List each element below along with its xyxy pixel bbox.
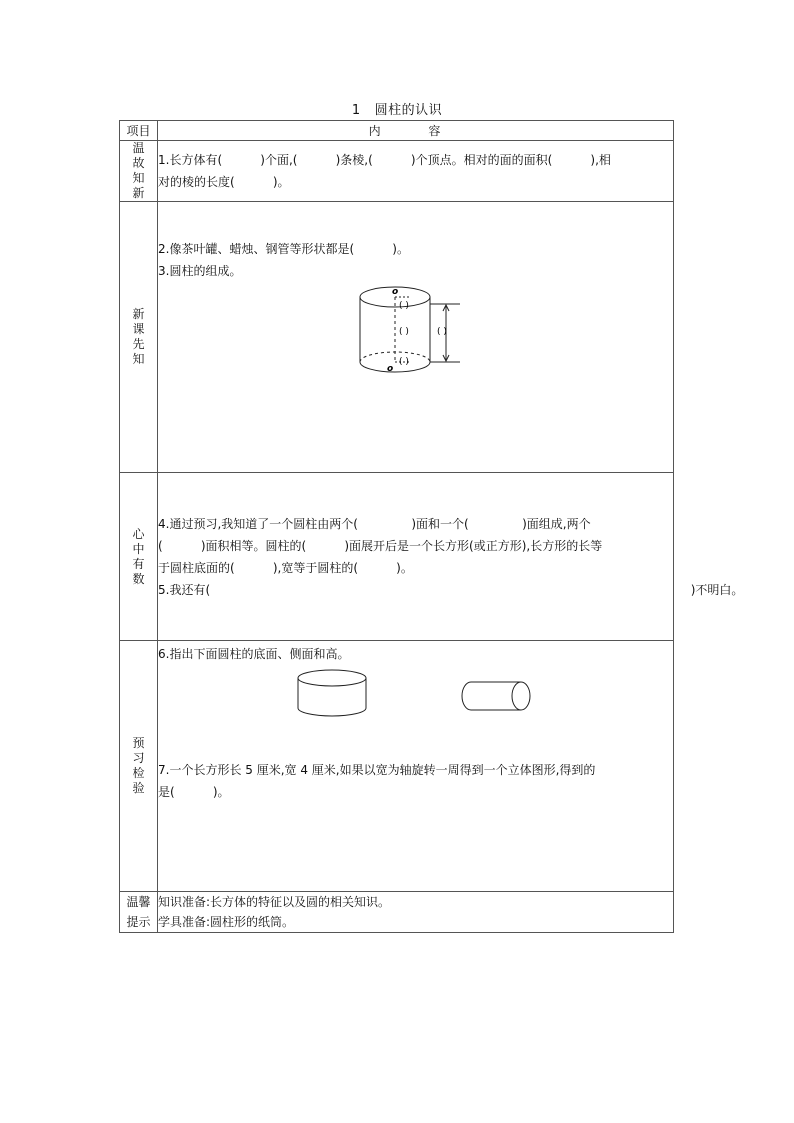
title-number: 1 (351, 103, 361, 118)
blank-middle: ( ) (399, 327, 409, 337)
content-review (158, 141, 674, 202)
label-char: 知 (132, 352, 145, 366)
question-1-line2: 对的棱的长度( )。 (158, 175, 290, 189)
blank-bottom: ( ) (399, 357, 409, 367)
worksheet-table (119, 120, 744, 933)
tip-tools: 学具准备:圆柱形的纸筒。 (158, 915, 295, 929)
row-check (120, 641, 674, 892)
cylinder-figures (158, 665, 698, 721)
label-char: 中 (132, 541, 145, 556)
row-tips (120, 892, 674, 933)
label-char: 有 (132, 556, 145, 571)
o-top-label: o (392, 287, 399, 297)
label-char: 故 (132, 156, 145, 170)
content-newlesson (158, 202, 674, 473)
label-newlesson (120, 202, 158, 473)
row-review (120, 141, 674, 202)
content-mind (158, 473, 744, 641)
label-tips (120, 892, 158, 933)
label-char: 验 (132, 781, 145, 795)
label-review (120, 141, 158, 202)
lying-cylinder-right-end (512, 682, 530, 710)
cylinder-parts-diagram (158, 282, 698, 378)
blank-height: ( ) (437, 327, 447, 337)
label-char: 先 (132, 337, 145, 351)
question-4-line1: 4.通过预习,我知道了一个圆柱由两个( )面和一个( )面组成,两个 (158, 516, 591, 531)
content-check (158, 641, 674, 892)
page-title (0, 99, 794, 118)
label-char: 数 (132, 571, 145, 586)
header-row (120, 121, 674, 141)
label-char: 知 (132, 171, 145, 185)
o-bottom-label: o (387, 364, 394, 374)
header-content: 内 容 (158, 121, 674, 141)
question-7-line1: 7.一个长方形长 5 厘米,宽 4 厘米,如果以宽为轴旋转一周得到一个立体图形,得到的 (158, 763, 596, 777)
question-3: 3.圆柱的组成。 (158, 264, 242, 278)
row-newlesson (120, 202, 674, 473)
label-char: 预 (132, 736, 145, 750)
bottom-base-front (360, 362, 430, 372)
label-char: 新 (132, 186, 145, 200)
label-char: 心 (132, 526, 145, 541)
content-tips (158, 892, 674, 933)
short-cylinder-bottom (298, 708, 366, 716)
label-char: 温 (132, 141, 145, 155)
label-char: 检 (132, 766, 145, 780)
question-6: 6.指出下面圆柱的底面、侧面和高。 (158, 647, 350, 661)
question-1-line1: 1.长方体有( )个面,( )条棱,( )个顶点。相对的面的面积( ),相 (158, 153, 611, 167)
question-5: 5.我还有( )不明白。 (158, 582, 744, 597)
header-project: 项目 (120, 121, 158, 141)
short-cylinder-top (298, 670, 366, 686)
question-7-line2: 是( )。 (158, 785, 230, 799)
label-mind (120, 473, 158, 641)
row-mind (120, 473, 674, 641)
blank-top: ( ) (399, 301, 409, 311)
label-char: 课 (132, 322, 145, 336)
question-2: 2.像茶叶罐、蜡烛、钢管等形状都是( )。 (158, 242, 409, 256)
label-line: 提示 (126, 915, 151, 929)
question-4-line3: 于圆柱底面的( ),宽等于圆柱的( )。 (158, 560, 413, 575)
label-char: 习 (132, 751, 145, 765)
lying-cylinder-left-end (462, 682, 471, 710)
label-line: 温馨 (126, 895, 151, 909)
question-4-line2: ( )面积相等。圆柱的( )面展开后是一个长方形(或正方形),长方形的长等 (158, 538, 603, 553)
tip-knowledge: 知识准备:长方体的特征以及圆的相关知识。 (158, 895, 391, 909)
title-text: 圆柱的认识 (374, 103, 443, 118)
label-check (120, 641, 158, 892)
label-char: 新 (132, 307, 145, 321)
